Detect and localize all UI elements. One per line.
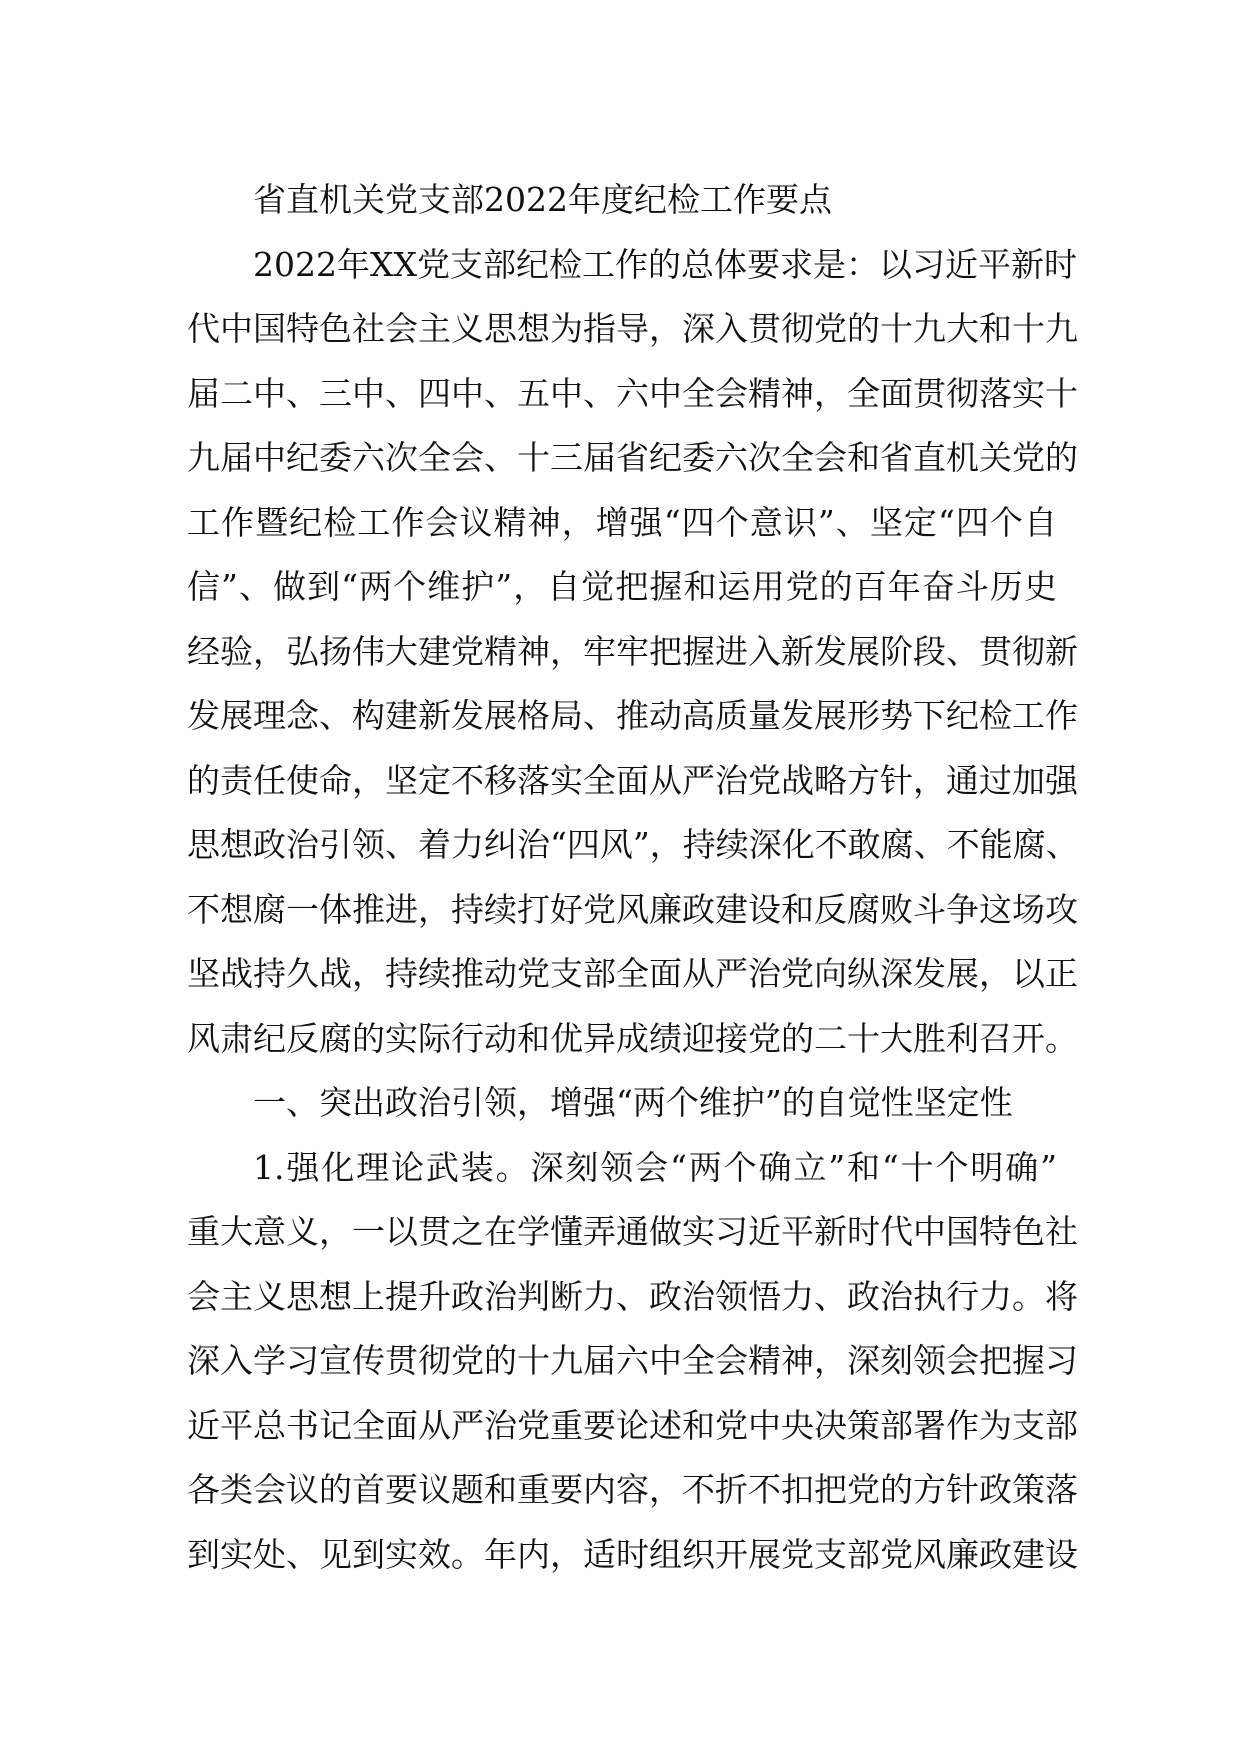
section-heading-1: 一、突出政治引领，增强“两个维护”的自觉性坚定性	[253, 1083, 1013, 1122]
intro-line-12: 坚战持久战，持续推动党支部全面从严治党向纵深发展，以正	[187, 954, 1078, 993]
intro-line-4: 九届中纪委六次全会、十三届省纪委六次全会和省直机关党的	[187, 438, 1078, 477]
intro-line-5: 工作暨纪检工作会议精神，增强“四个意识”、坚定“四个自	[187, 502, 1057, 542]
intro-line-2: 代中国特色社会主义思想为指导，深入贯彻党的十九大和十九	[187, 309, 1078, 348]
document-body	[187, 168, 1079, 1587]
document-title: 省直机关党支部2022年度纪检工作要点	[253, 180, 832, 219]
section1-line-7: 到实处、见到实效。年内，适时组织开展党支部党风廉政建设	[187, 1534, 1078, 1574]
intro-line-11: 不想腐一体推进，持续打好党风廉政建设和反腐败斗争这场攻	[187, 889, 1078, 929]
intro-line-6: 信”、做到“两个维护”，自觉把握和运用党的百年奋斗历史	[187, 567, 1057, 606]
section1-line-2: 重大意义，一以贯之在学懂弄通做实习近平新时代中国特色社	[187, 1212, 1078, 1251]
intro-line-9: 的责任使命，坚定不移落实全面从严治党战略方针，通过加强	[187, 760, 1078, 800]
intro-line-10: 思想政治引领、着力纠治“四风”，持续深化不敢腐、不能腐、	[187, 825, 1079, 864]
intro-line-1: 2022年XX党支部纪检工作的总体要求是：以习近平新时	[253, 244, 1077, 284]
section1-line-1: 1.强化理论武装。深刻领会“两个确立”和“十个明确”	[253, 1147, 1057, 1187]
section1-line-5: 近平总书记全面从严治党重要论述和党中央决策部署作为支部	[187, 1405, 1078, 1445]
intro-line-13: 风肃纪反腐的实际行动和优异成绩迎接党的二十大胜利召开。	[187, 1018, 1078, 1058]
intro-line-3: 届二中、三中、四中、五中、六中全会精神，全面贯彻落实十	[187, 373, 1078, 413]
section1-line-3: 会主义思想上提升政治判断力、政治领悟力、政治执行力。将	[187, 1276, 1078, 1316]
intro-line-8: 发展理念、构建新发展格局、推动高质量发展形势下纪检工作	[187, 696, 1078, 735]
section1-line-6: 各类会议的首要议题和重要内容，不折不扣把党的方针政策落	[187, 1470, 1078, 1509]
section1-line-4: 深入学习宣传贯彻党的十九届六中全会精神，深刻领会把握习	[187, 1341, 1078, 1380]
intro-line-7: 经验，弘扬伟大建党精神，牢牢把握进入新发展阶段、贯彻新	[187, 631, 1078, 671]
